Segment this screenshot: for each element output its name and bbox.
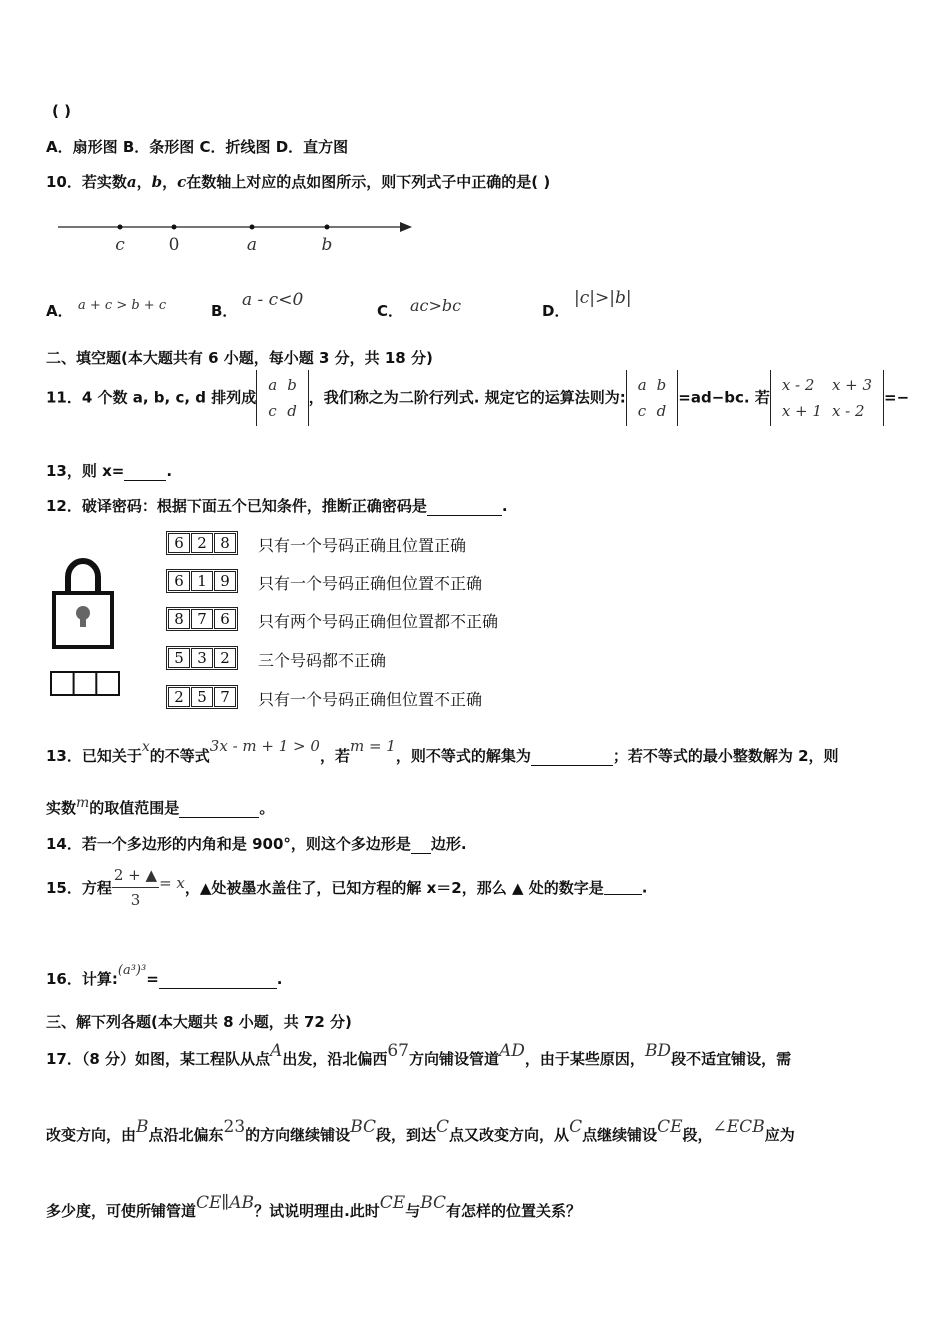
q13-line2	[46, 795, 274, 818]
q13-answer-blank-1[interactable]	[531, 751, 613, 766]
det2-c: c	[637, 402, 647, 420]
q17-l3-d: 有怎样的位置关系？	[446, 1202, 582, 1220]
q15-end: .	[641, 878, 648, 897]
q11-tail: =−	[884, 388, 910, 407]
q10-opt-b: a - c<0	[242, 290, 304, 310]
q12-stem-text: 12．破译密码：根据下面五个已知条件，推断正确密码是	[46, 497, 427, 515]
q11-answer-blank[interactable]	[124, 466, 166, 481]
q17-l1-c: 方向铺设管道	[408, 1050, 499, 1068]
q13-p4: ，则不等式的解集为	[395, 747, 531, 765]
q10-opt-d-label: D．	[542, 302, 570, 320]
number-line	[50, 210, 430, 260]
q17-l2-d: 段，到达	[376, 1126, 437, 1144]
q15-numerator: 2 + ▲	[112, 866, 159, 888]
q11-line2-text: 13，则 x=	[46, 462, 125, 480]
digit: 8	[214, 533, 236, 553]
det1-b: b	[287, 376, 297, 394]
q15-p1: 15．方程	[46, 879, 112, 897]
padlock-icon	[48, 553, 124, 699]
q17-point-a: A	[270, 1041, 283, 1061]
q10-stem-a: 10．若实数	[46, 173, 127, 191]
code-clue-5	[166, 685, 238, 709]
det3-b: x + 3	[831, 376, 873, 394]
point-0	[172, 225, 177, 230]
q17-angle-ecb: ∠ECB	[712, 1117, 765, 1137]
q17-l2-f: 点继续铺设	[582, 1126, 658, 1144]
q17-deg2: 23	[223, 1117, 246, 1137]
q17-bc: BC	[350, 1117, 377, 1137]
q17-l2-g: 段，	[682, 1126, 713, 1144]
q10-opt-a: a + c > b + c	[78, 298, 167, 313]
q10-var-a: a	[126, 173, 137, 191]
q13-line2-a: 实数	[46, 799, 77, 817]
q15-answer-blank[interactable]	[604, 880, 642, 895]
q17-l1-d: ，由于某些原因，	[524, 1050, 645, 1068]
q13-var-x: x	[141, 739, 150, 755]
q10-opt-c-label: C．	[377, 302, 404, 320]
q15-line	[46, 866, 647, 909]
q14-p2: 边形.	[430, 835, 467, 853]
q13-cond: m = 1	[349, 737, 396, 755]
q10-stem-b: 在数轴上对应的点如图所示，则下列式子中正确的是( )	[186, 173, 551, 191]
digit: 3	[191, 648, 213, 668]
q16-p1: 16．计算:	[46, 970, 118, 988]
q17-point-b: B	[136, 1117, 149, 1137]
q10-opt-c: ac>bc	[410, 296, 462, 315]
q10-stem	[46, 171, 550, 192]
q17-l2-c: 的方向继续铺设	[245, 1126, 351, 1144]
q13-p5: ；若不等式的最小整数解为 2，则	[612, 747, 839, 765]
q14-line	[46, 833, 467, 854]
q15-denominator: 3	[130, 891, 141, 909]
q15-rhs: = x	[159, 874, 185, 892]
det2-b: b	[656, 376, 667, 394]
q10-var-c: c	[177, 173, 187, 191]
code-clue-1	[166, 531, 238, 555]
q13-p2: 的不等式	[149, 747, 210, 765]
label-a: a	[246, 235, 258, 255]
q13-end: 。	[259, 799, 275, 817]
digit: 1	[191, 571, 213, 591]
q11-line2	[46, 460, 172, 481]
q17-l3-b: ？试说明理由.此时	[254, 1202, 380, 1220]
q16-line	[46, 963, 282, 989]
q17-line2	[46, 1117, 795, 1145]
q13-line1	[46, 737, 839, 766]
det3-c: x + 1	[781, 402, 822, 420]
q15-p2: ，▲处被墨水盖住了，已知方程的解 x＝2，那么 ▲ 处的数字是	[184, 879, 604, 897]
label-c: c	[115, 235, 125, 255]
q14-p1: 14．若一个多边形的内角和是 900°，则这个多边形是	[46, 835, 411, 853]
q10-opt-b-label: B．	[211, 302, 238, 320]
q17-l3-a: 多少度，可使所铺管道	[46, 1202, 197, 1220]
q11-mid: ，我们称之为二阶行列式. 规定它的运算法则为:	[308, 388, 626, 407]
digit: 5	[191, 687, 213, 707]
det2-a: a	[637, 376, 647, 394]
clue-text-3: 只有两个号码正确但位置都不正确	[258, 612, 499, 631]
label-0: 0	[168, 235, 180, 255]
q12-answer-blank[interactable]	[427, 501, 502, 516]
det1-a: a	[268, 376, 278, 394]
q10-sep2: ，	[162, 173, 178, 191]
digit: 6	[168, 571, 190, 591]
q13-p3: ，若	[319, 747, 350, 765]
digit: 2	[191, 533, 213, 553]
digit: 2	[214, 648, 236, 668]
q17-l1-e: 段不适宜铺设，需	[671, 1050, 792, 1068]
q9-paren: ( )	[52, 102, 71, 120]
q17-bc2: BC	[420, 1193, 447, 1213]
digit: 7	[214, 687, 236, 707]
digit: 8	[168, 609, 190, 629]
q11-prefix: 11．4 个数 a, b, c, d 排列成	[46, 388, 257, 407]
q17-l2-e: 点又改变方向，从	[449, 1126, 570, 1144]
q17-l2-b: 点沿北偏东	[148, 1126, 224, 1144]
q11-line1	[46, 370, 909, 426]
determinant-abcd-1	[256, 370, 309, 426]
q17-point-c: C	[436, 1117, 450, 1137]
clue-text-5: 只有一个号码正确但位置不正确	[258, 690, 483, 709]
code-clue-3	[166, 607, 238, 631]
q16-end: .	[276, 970, 283, 988]
q17-l2-h: 应为	[764, 1126, 795, 1144]
q9-options: A．扇形图 B．条形图 C．折线图 D．直方图	[46, 138, 349, 156]
point-c	[118, 225, 123, 230]
q17-line1	[46, 1041, 791, 1069]
digit: 2	[168, 687, 190, 707]
clue-text-4: 三个号码都不正确	[258, 651, 387, 670]
section3-heading: 三、解下列各题(本大题共 8 小题，共 72 分)	[46, 1013, 352, 1031]
point-b	[325, 225, 330, 230]
det1-c: c	[268, 402, 277, 420]
q17-l1-b: 出发，沿北偏西	[282, 1050, 388, 1068]
q13-var-m: m	[76, 795, 90, 811]
q16-answer-blank[interactable]	[159, 974, 277, 989]
clue-text-2: 只有一个号码正确但位置不正确	[258, 574, 483, 593]
section2-heading: 二、填空题(本大题共有 6 小题，每小题 3 分，共 18 分)	[46, 349, 433, 367]
q11-rule: =ad−bc. 若	[678, 388, 770, 407]
q11-end: .	[166, 462, 173, 480]
q17-l1-a: 17．（8 分）如图，某工程队从点	[46, 1050, 271, 1068]
q17-l2-a: 改变方向，由	[46, 1126, 137, 1144]
q13-ineq: 3x - m + 1 > 0	[209, 737, 320, 755]
q17-parallel: CE∥AB	[196, 1193, 255, 1213]
q17-bd: BD	[644, 1041, 672, 1061]
q16-expr: (a³)³	[117, 963, 147, 978]
digit: 6	[168, 533, 190, 553]
digit: 9	[214, 571, 236, 591]
q17-deg1: 67	[387, 1041, 409, 1061]
det3-a: x - 2	[781, 376, 815, 394]
point-a	[250, 225, 255, 230]
q16-eq: =	[146, 970, 159, 988]
q10-opt-d: |c|>|b|	[574, 288, 632, 308]
digit: 7	[191, 609, 213, 629]
det2-d: d	[656, 402, 667, 420]
q10-sep1: ，	[136, 173, 152, 191]
det3-d: x - 2	[831, 402, 865, 420]
q12-end: .	[501, 497, 508, 515]
axis-arrow	[400, 222, 412, 232]
q13-p1: 13．已知关于	[46, 747, 142, 765]
label-b: b	[321, 235, 333, 255]
digit: 6	[214, 609, 236, 629]
q17-ce2: CE	[379, 1193, 406, 1213]
q17-point-c2: C	[569, 1117, 583, 1137]
determinant-x	[770, 370, 884, 426]
clue-text-1: 只有一个号码正确且位置正确	[258, 536, 467, 555]
digit: 5	[168, 648, 190, 668]
q13-line2-b: 的取值范围是	[89, 799, 180, 817]
det1-d: d	[287, 402, 297, 420]
q17-ad: AD	[499, 1041, 525, 1061]
q12-stem	[46, 495, 508, 516]
q17-line3	[46, 1193, 581, 1221]
determinant-abcd-2	[626, 370, 679, 426]
q17-l3-c: 与	[405, 1202, 421, 1220]
q10-opt-a-label: A．	[46, 302, 73, 320]
q15-fraction	[112, 866, 159, 909]
code-clue-2	[166, 569, 238, 593]
code-clue-4	[166, 646, 238, 670]
q10-var-b: b	[151, 173, 163, 191]
q14-answer-blank[interactable]	[411, 839, 431, 854]
q13-answer-blank-2[interactable]	[179, 803, 259, 818]
q17-ce: CE	[657, 1117, 683, 1137]
